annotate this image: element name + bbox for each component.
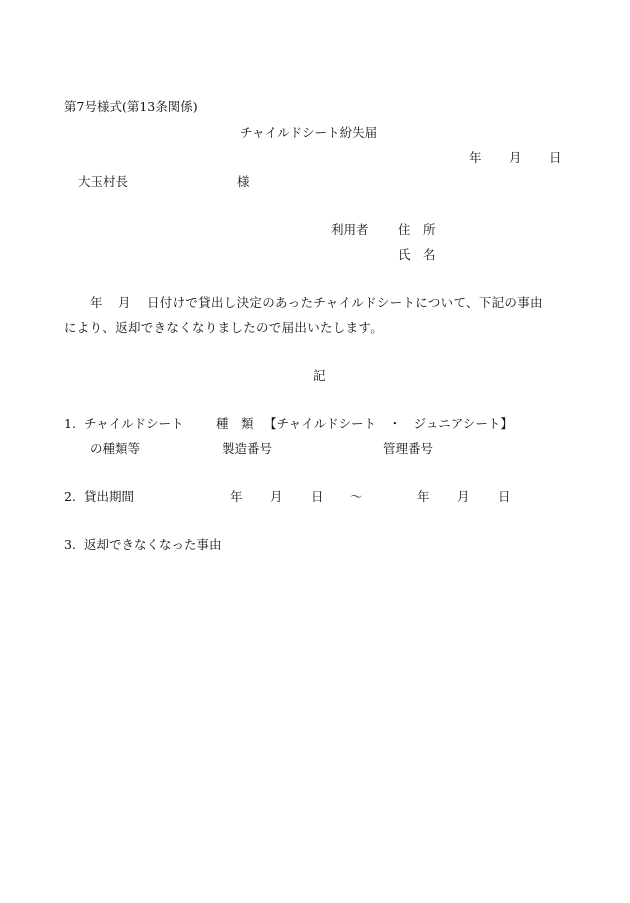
applicant-address-label: 住 所 <box>398 222 436 237</box>
item-1-type-options: 【チャイルドシート ・ ジュニアシート】 <box>264 416 513 431</box>
item-2-from-day: 日 <box>311 489 324 504</box>
item-2-from-month: 月 <box>270 489 283 504</box>
item-1-type-label: 種 類 <box>216 416 254 431</box>
item-3-number: 3. <box>64 537 76 552</box>
item-2-number: 2. <box>64 489 76 504</box>
document-title: チャイルドシート紛失届 <box>240 125 378 140</box>
item-2-to-day: 日 <box>498 489 511 504</box>
applicant-role: 利用者 <box>331 222 369 237</box>
item-2-tilde: ～ <box>350 489 363 504</box>
item-2-label: 貸出期間 <box>84 489 135 504</box>
body-line-2: により、返却できなくなりましたので届出いたします。 <box>64 320 384 335</box>
item-2-from-year: 年 <box>230 489 243 504</box>
item-1-mgmt-label: 管理番号 <box>383 441 434 456</box>
date-month: 月 <box>509 150 522 165</box>
body-year: 年 <box>90 295 103 310</box>
item-2-to-month: 月 <box>457 489 470 504</box>
applicant-name-label: 氏 名 <box>398 247 436 262</box>
item-3-label: 返却できなくなった事由 <box>84 537 222 552</box>
addressee-name: 大玉村長 <box>78 174 129 189</box>
item-1-serial-label: 製造番号 <box>222 441 273 456</box>
form-number: 第7号様式(第13条関係) <box>64 99 198 114</box>
ki-marker: 記 <box>313 368 326 383</box>
item-1-label: チャイルドシート <box>84 416 184 431</box>
date-day: 日 <box>549 150 562 165</box>
body-line-1: 日付けで貸出し決定のあったチャイルドシートについて、下記の事由 <box>147 295 543 310</box>
item-1-label-cont: の種類等 <box>90 441 141 456</box>
body-month: 月 <box>118 295 131 310</box>
item-2-to-year: 年 <box>417 489 430 504</box>
item-1-number: 1. <box>64 416 76 431</box>
date-year: 年 <box>469 150 482 165</box>
addressee-honorific: 様 <box>237 174 250 189</box>
